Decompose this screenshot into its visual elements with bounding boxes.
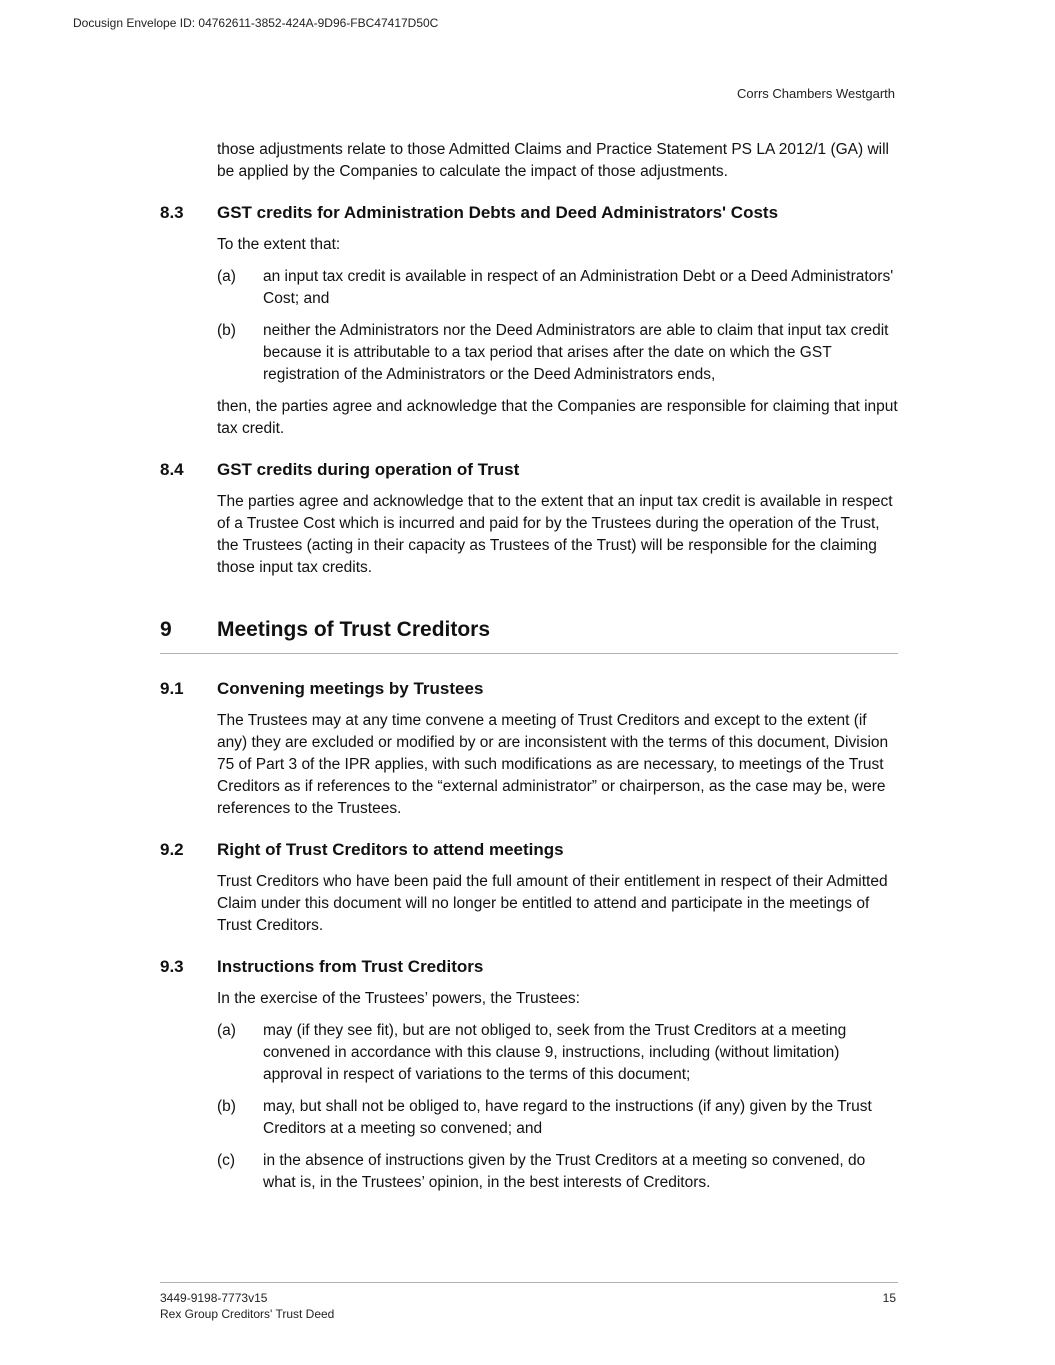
heading-number: 9 [160,618,172,641]
heading-title: Convening meetings by Trustees [217,679,484,698]
heading-title: Right of Trust Creditors to attend meetings [217,840,564,859]
footer-doc-title: Rex Group Creditors' Trust Deed [160,1307,335,1321]
heading-9-3 [160,956,898,978]
footer-divider [160,1282,898,1283]
item-text: an input tax credit is available in respect of an Administration Debt or a Deed Administrators' Cost; and [263,268,894,307]
body-paragraph: The Trustees may at any time convene a meeting of Trust Creditors and except to the extent (if any) they are excluded or modified by or are inconsistent with the terms of this document, Division 75 of Part 3 of the IPR applies, with such modifications as are necessary, to meetings of the Trust Creditors as if references to the “external administrator” or chairperson, as the case may be, were references to the Trustees. [217,712,889,817]
intro-paragraph: those adjustments relate to those Admitted Claims and Practice Statement PS LA 2012/1 (GA) will be applied by the Companies to calculate the impact of those adjustments. [217,141,890,180]
heading-number: 8.3 [160,203,184,222]
envelope-id: Docusign Envelope ID: 04762611-3852-424A-9D96-FBC47417D50C [73,16,439,30]
list-item [217,320,898,386]
closing-paragraph: then, the parties agree and acknowledge that the Companies are responsible for claiming that input tax credit. [217,398,898,437]
item-text: neither the Administrators nor the Deed Administrators are able to claim that input tax credit because it is attributable to a tax period that arises after the date on which the GST registration of the Administrators or the Deed Administrators ends, [263,322,889,383]
heading-8-4 [160,459,898,481]
page-number: 15 [882,1291,896,1305]
item-label: (c) [217,1152,236,1169]
item-text: may, but shall not be obliged to, have regard to the instructions (if any) given by the Trust Creditors at a meeting so convened; and [263,1098,872,1137]
item-text: in the absence of instructions given by the Trust Creditors at a meeting so convened, do what is, in the Trustees’ opinion, in the best interests of Creditors. [263,1152,866,1191]
document-body [160,139,898,1194]
heading-title: Instructions from Trust Creditors [217,957,484,976]
list-item [217,1150,898,1194]
heading-number: 9.1 [160,679,184,698]
item-label: (a) [217,268,236,285]
list-item [217,266,898,310]
heading-title: GST credits for Administration Debts and Deed Administrators' Costs [217,203,779,222]
lead-text: To the extent that: [217,236,341,253]
heading-number: 9.2 [160,840,184,859]
heading-number: 8.4 [160,460,184,479]
heading-number: 9.3 [160,957,184,976]
list-item [217,1096,898,1140]
heading-9-2 [160,839,898,861]
heading-9-1 [160,678,898,700]
lead-text: In the exercise of the Trustees’ powers, the Trustees: [217,990,580,1007]
body-paragraph: The parties agree and acknowledge that to the extent that an input tax credit is available in respect of a Trustee Cost which is incurred and paid for by the Trustees during the operation of the Trust, the Trustees (acting in their capacity as Trustees of the Trust) will be responsible for the claiming those input tax credits. [217,493,893,576]
footer-left [160,1290,334,1322]
item-text: may (if they see fit), but are not obliged to, seek from the Trust Creditors at a meeting convened in accordance with this clause 9, instructions, including (without limitation) approval in respect of variations to the terms of this document; [263,1022,847,1083]
footer-doc-number: 3449-9198-7773v15 [160,1291,268,1305]
item-label: (b) [217,322,236,339]
item-label: (b) [217,1098,236,1115]
heading-9 [160,617,898,654]
firm-name: Corrs Chambers Westgarth [737,86,895,101]
body-paragraph: Trust Creditors who have been paid the full amount of their entitlement in respect of their Admitted Claim under this document will no longer be entitled to attend and participate in the meetings of Trust Creditors. [217,873,888,934]
heading-title: GST credits during operation of Trust [217,460,520,479]
item-label: (a) [217,1022,236,1039]
list-item [217,1020,898,1086]
heading-title: Meetings of Trust Creditors [217,618,491,641]
heading-8-3 [160,202,898,224]
